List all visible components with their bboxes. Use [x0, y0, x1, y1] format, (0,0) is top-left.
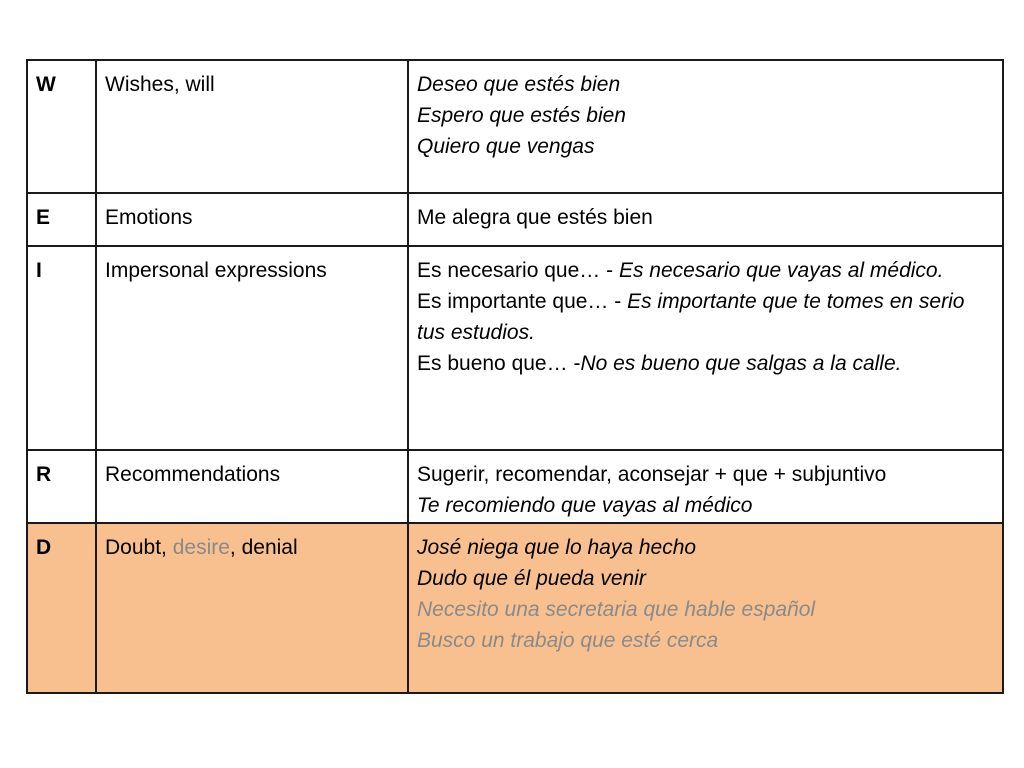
example-line: Dudo que él pueda venir	[417, 567, 646, 590]
example-line	[417, 286, 994, 348]
category-cell: Emotions	[96, 193, 408, 246]
category-cell	[96, 523, 408, 693]
example-line	[417, 255, 994, 286]
category-part: Doubt,	[105, 536, 173, 559]
category-cell: Impersonal expressions	[96, 246, 408, 450]
example-lead: Es importante que… -	[417, 290, 628, 313]
examples-cell	[408, 450, 1003, 523]
example-lead: Es bueno que… -	[417, 352, 581, 375]
example-line: Deseo que estés bien	[417, 73, 621, 96]
example-line: Espero que estés bien	[417, 104, 626, 127]
table-row-d	[27, 523, 1003, 693]
example-line: José niega que lo haya hecho	[417, 536, 697, 559]
weird-table	[26, 59, 1004, 694]
example-line	[417, 348, 994, 379]
example-line-muted: Busco un trabajo que esté cerca	[417, 629, 719, 652]
examples-cell	[408, 193, 1003, 246]
letter-cell: W	[27, 60, 96, 193]
example-line: Me alegra que estés bien	[417, 206, 653, 229]
category-cell: Wishes, will	[96, 60, 408, 193]
table-row-e	[27, 193, 1003, 246]
example-line-muted: Necesito una secretaria que hable español	[417, 598, 816, 621]
example-italic: Es importante que te tomes en serio tus estudios.	[417, 290, 965, 344]
table-row-r	[27, 450, 1003, 523]
example-italic: Es necesario que vayas al médico.	[618, 259, 944, 282]
table-row-i	[27, 246, 1003, 450]
letter-cell: D	[27, 523, 96, 693]
category-part: , denial	[229, 536, 298, 559]
example-lead: Es necesario que… -	[417, 259, 619, 282]
examples-cell	[408, 246, 1003, 450]
examples-cell	[408, 523, 1003, 693]
letter-cell: R	[27, 450, 96, 523]
letter-cell: E	[27, 193, 96, 246]
examples-cell	[408, 60, 1003, 193]
example-italic: No es bueno que salgas a la calle.	[580, 352, 902, 375]
category-part-muted: desire	[172, 536, 230, 559]
example-line: Te recomiendo que vayas al médico	[417, 494, 753, 517]
letter-cell: I	[27, 246, 96, 450]
table-row-w	[27, 60, 1003, 193]
example-line: Quiero que vengas	[417, 135, 595, 158]
category-cell: Recommendations	[96, 450, 408, 523]
example-line: Sugerir, recomendar, aconsejar + que + subjuntivo	[417, 463, 887, 486]
